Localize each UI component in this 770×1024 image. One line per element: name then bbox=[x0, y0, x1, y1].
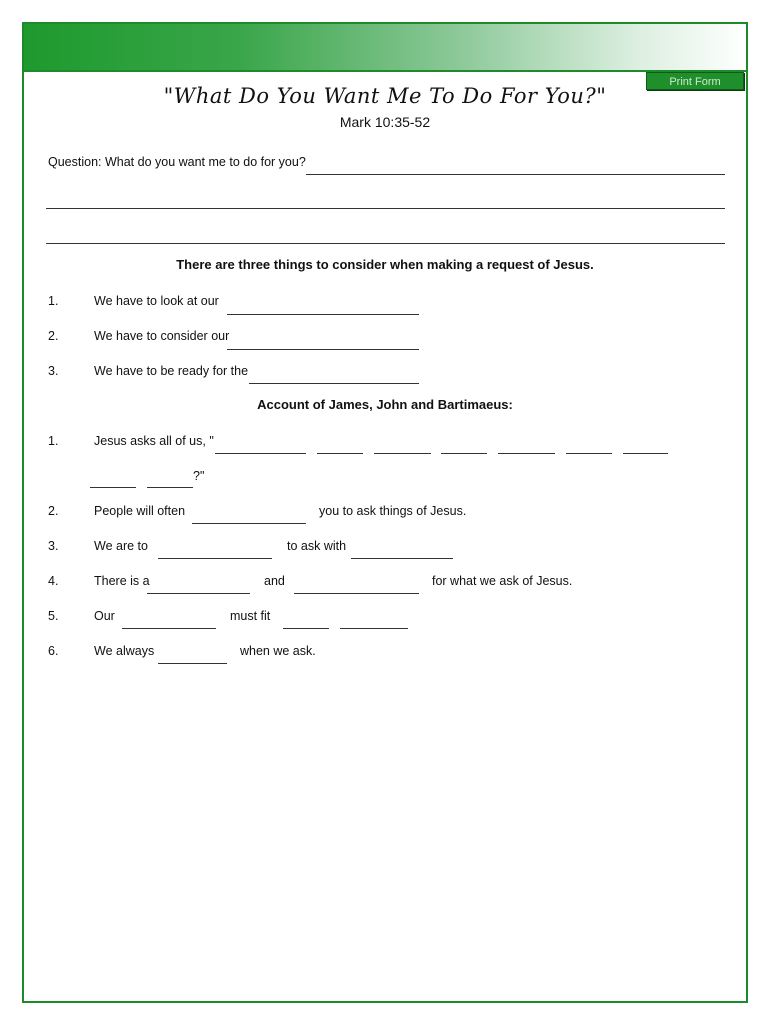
s2-item5-field1[interactable] bbox=[122, 628, 216, 629]
s2-item4-field2[interactable] bbox=[294, 593, 419, 594]
s2-item4-field1[interactable] bbox=[147, 593, 250, 594]
section2-heading: Account of James, John and Bartimaeus: bbox=[257, 397, 513, 412]
s2-item5-text: Our bbox=[94, 609, 115, 623]
s2-item4-after2: for what we ask of Jesus. bbox=[432, 574, 573, 588]
s2-item4-after: and bbox=[264, 574, 285, 588]
page-title: "What Do You Want Me To Do For You?" bbox=[163, 84, 607, 108]
s2-item3-field1[interactable] bbox=[158, 558, 272, 559]
s2-item2-after: you to ask things of Jesus. bbox=[319, 504, 467, 518]
s1-item1-field[interactable] bbox=[227, 314, 419, 315]
s2-item1-word7-field[interactable] bbox=[623, 453, 668, 454]
s2-item3-field2[interactable] bbox=[351, 558, 453, 559]
s2-item4-number: 4. bbox=[48, 574, 59, 588]
section1-heading: There are three things to consider when making a request of Jesus. bbox=[176, 257, 594, 272]
print-form-button[interactable]: Print Form bbox=[646, 72, 744, 90]
question-answer-field[interactable] bbox=[306, 174, 725, 175]
s2-item1-word3-field[interactable] bbox=[374, 453, 431, 454]
s2-item1-text: Jesus asks all of us, " bbox=[94, 434, 214, 448]
s1-item3-text: We have to be ready for the bbox=[94, 364, 249, 378]
s2-item5-number: 5. bbox=[48, 609, 59, 623]
s1-item2-field[interactable] bbox=[227, 349, 419, 350]
s2-item6-text: We always bbox=[94, 644, 155, 658]
s2-item1-number: 1. bbox=[48, 434, 59, 448]
s2-item3-text: We are to bbox=[94, 539, 148, 553]
s2-item5-field2[interactable] bbox=[283, 628, 329, 629]
s2-item6-field[interactable] bbox=[158, 663, 227, 664]
s1-item3-field[interactable] bbox=[249, 383, 419, 384]
s2-item1-word2-field[interactable] bbox=[317, 453, 363, 454]
s2-item5-field3[interactable] bbox=[340, 628, 408, 629]
s2-item1-word5-field[interactable] bbox=[498, 453, 555, 454]
answer-line-2[interactable] bbox=[46, 208, 725, 209]
s1-item2-number: 2. bbox=[48, 329, 59, 343]
s2-item1-word9-field[interactable] bbox=[147, 487, 193, 488]
scripture-reference: Mark 10:35-52 bbox=[339, 114, 431, 130]
s2-item6-number: 6. bbox=[48, 644, 59, 658]
s2-item1-word6-field[interactable] bbox=[566, 453, 612, 454]
s2-item5-after: must fit bbox=[230, 609, 271, 623]
s1-item1-number: 1. bbox=[48, 294, 59, 308]
s2-item1-word8-field[interactable] bbox=[90, 487, 136, 488]
s1-item2-text: We have to consider our bbox=[94, 329, 230, 343]
s2-item1-end: ?" bbox=[193, 469, 205, 483]
answer-line-3[interactable] bbox=[46, 243, 725, 244]
s1-item3-number: 3. bbox=[48, 364, 59, 378]
s2-item3-number: 3. bbox=[48, 539, 59, 553]
question-label: Question: What do you want me to do for you? bbox=[48, 155, 306, 169]
s2-item2-field[interactable] bbox=[192, 523, 306, 524]
s2-item2-text: People will often bbox=[94, 504, 186, 518]
s2-item4-text: There is a bbox=[94, 574, 150, 588]
s1-item1-text: We have to look at our bbox=[94, 294, 219, 308]
s2-item3-after: to ask with bbox=[287, 539, 347, 553]
s2-item1-word1-field[interactable] bbox=[215, 453, 306, 454]
s2-item6-after: when we ask. bbox=[240, 644, 316, 658]
s2-item1-word4-field[interactable] bbox=[441, 453, 487, 454]
s2-item2-number: 2. bbox=[48, 504, 59, 518]
